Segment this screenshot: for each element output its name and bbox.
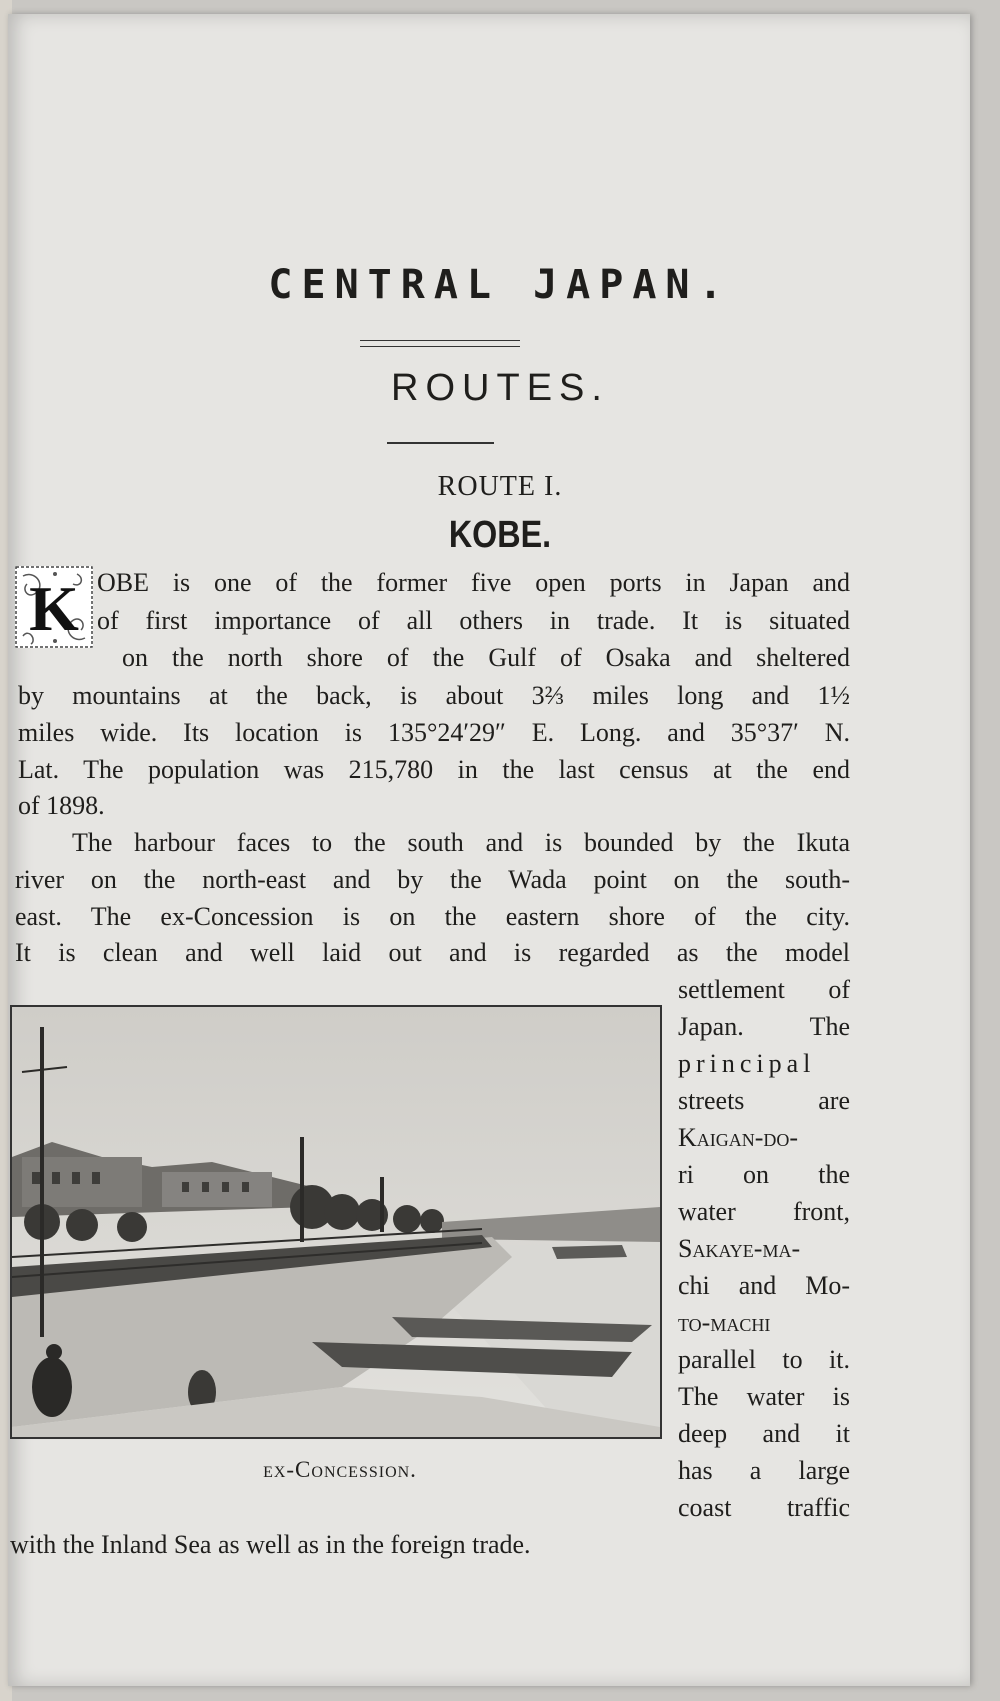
side-line: principal [678, 1049, 816, 1078]
side-line: Kaigan-do- [678, 1123, 799, 1152]
waterfront-photo-icon [12, 1007, 660, 1437]
route-number: ROUTE I. [437, 471, 563, 502]
halftone-photo [10, 1005, 662, 1439]
page-heading: CENTRAL JAPAN. [268, 262, 732, 308]
final-line: with the Inland Sea as well as in the foreign trade. [10, 1530, 531, 1559]
double-rule-divider [360, 340, 520, 347]
body-line: The harbour faces to the south and is bounded by the Ikuta [72, 828, 850, 857]
dropcap-letter: K [29, 573, 79, 644]
side-line: The water is [678, 1382, 850, 1411]
photo-caption: ex-Concession. [263, 1457, 417, 1482]
body-line: of first importance of all others in trade. It is situated [97, 606, 850, 635]
side-line: has a large [678, 1456, 850, 1485]
side-line: ri on the [678, 1160, 850, 1189]
side-line: parallel to it. [678, 1345, 850, 1374]
side-line: streets are [678, 1086, 850, 1115]
section-heading: ROUTES. [391, 367, 609, 409]
side-line: settlement of [678, 975, 850, 1004]
body-line: on the north shore of the Gulf of Osaka and sheltered [122, 643, 850, 672]
side-line: coast traffic [678, 1493, 850, 1522]
side-line: Sakaye-ma- [678, 1234, 801, 1263]
body-line: of 1898. [18, 791, 105, 820]
ornamental-dropcap [15, 566, 93, 648]
side-line: chi and Mo- [678, 1271, 850, 1300]
body-line: OBE is one of the former five open ports in Japan and [97, 568, 850, 597]
side-line: water front, [678, 1197, 850, 1226]
body-line: Lat. The population was 215,780 in the last census at the end [18, 755, 850, 784]
ornament-icon [15, 566, 93, 648]
body-line: miles wide. Its location is 135°24′29″ E. Long. and 35°37′ N. [18, 718, 850, 747]
body-line: east. The ex-Concession is on the eastern shore of the city. [15, 902, 850, 931]
rule-divider [387, 442, 494, 444]
side-line: to-machi [678, 1308, 771, 1337]
body-line: by mountains at the back, is about 3⅔ miles long and 1½ [18, 681, 850, 710]
route-title: KOBE. [448, 514, 552, 556]
side-line: deep and it [678, 1419, 850, 1448]
body-line: river on the north-east and by the Wada point on the south- [15, 865, 850, 894]
body-line: It is clean and well laid out and is regarded as the model [15, 938, 850, 967]
side-line: Japan. The [678, 1012, 850, 1041]
